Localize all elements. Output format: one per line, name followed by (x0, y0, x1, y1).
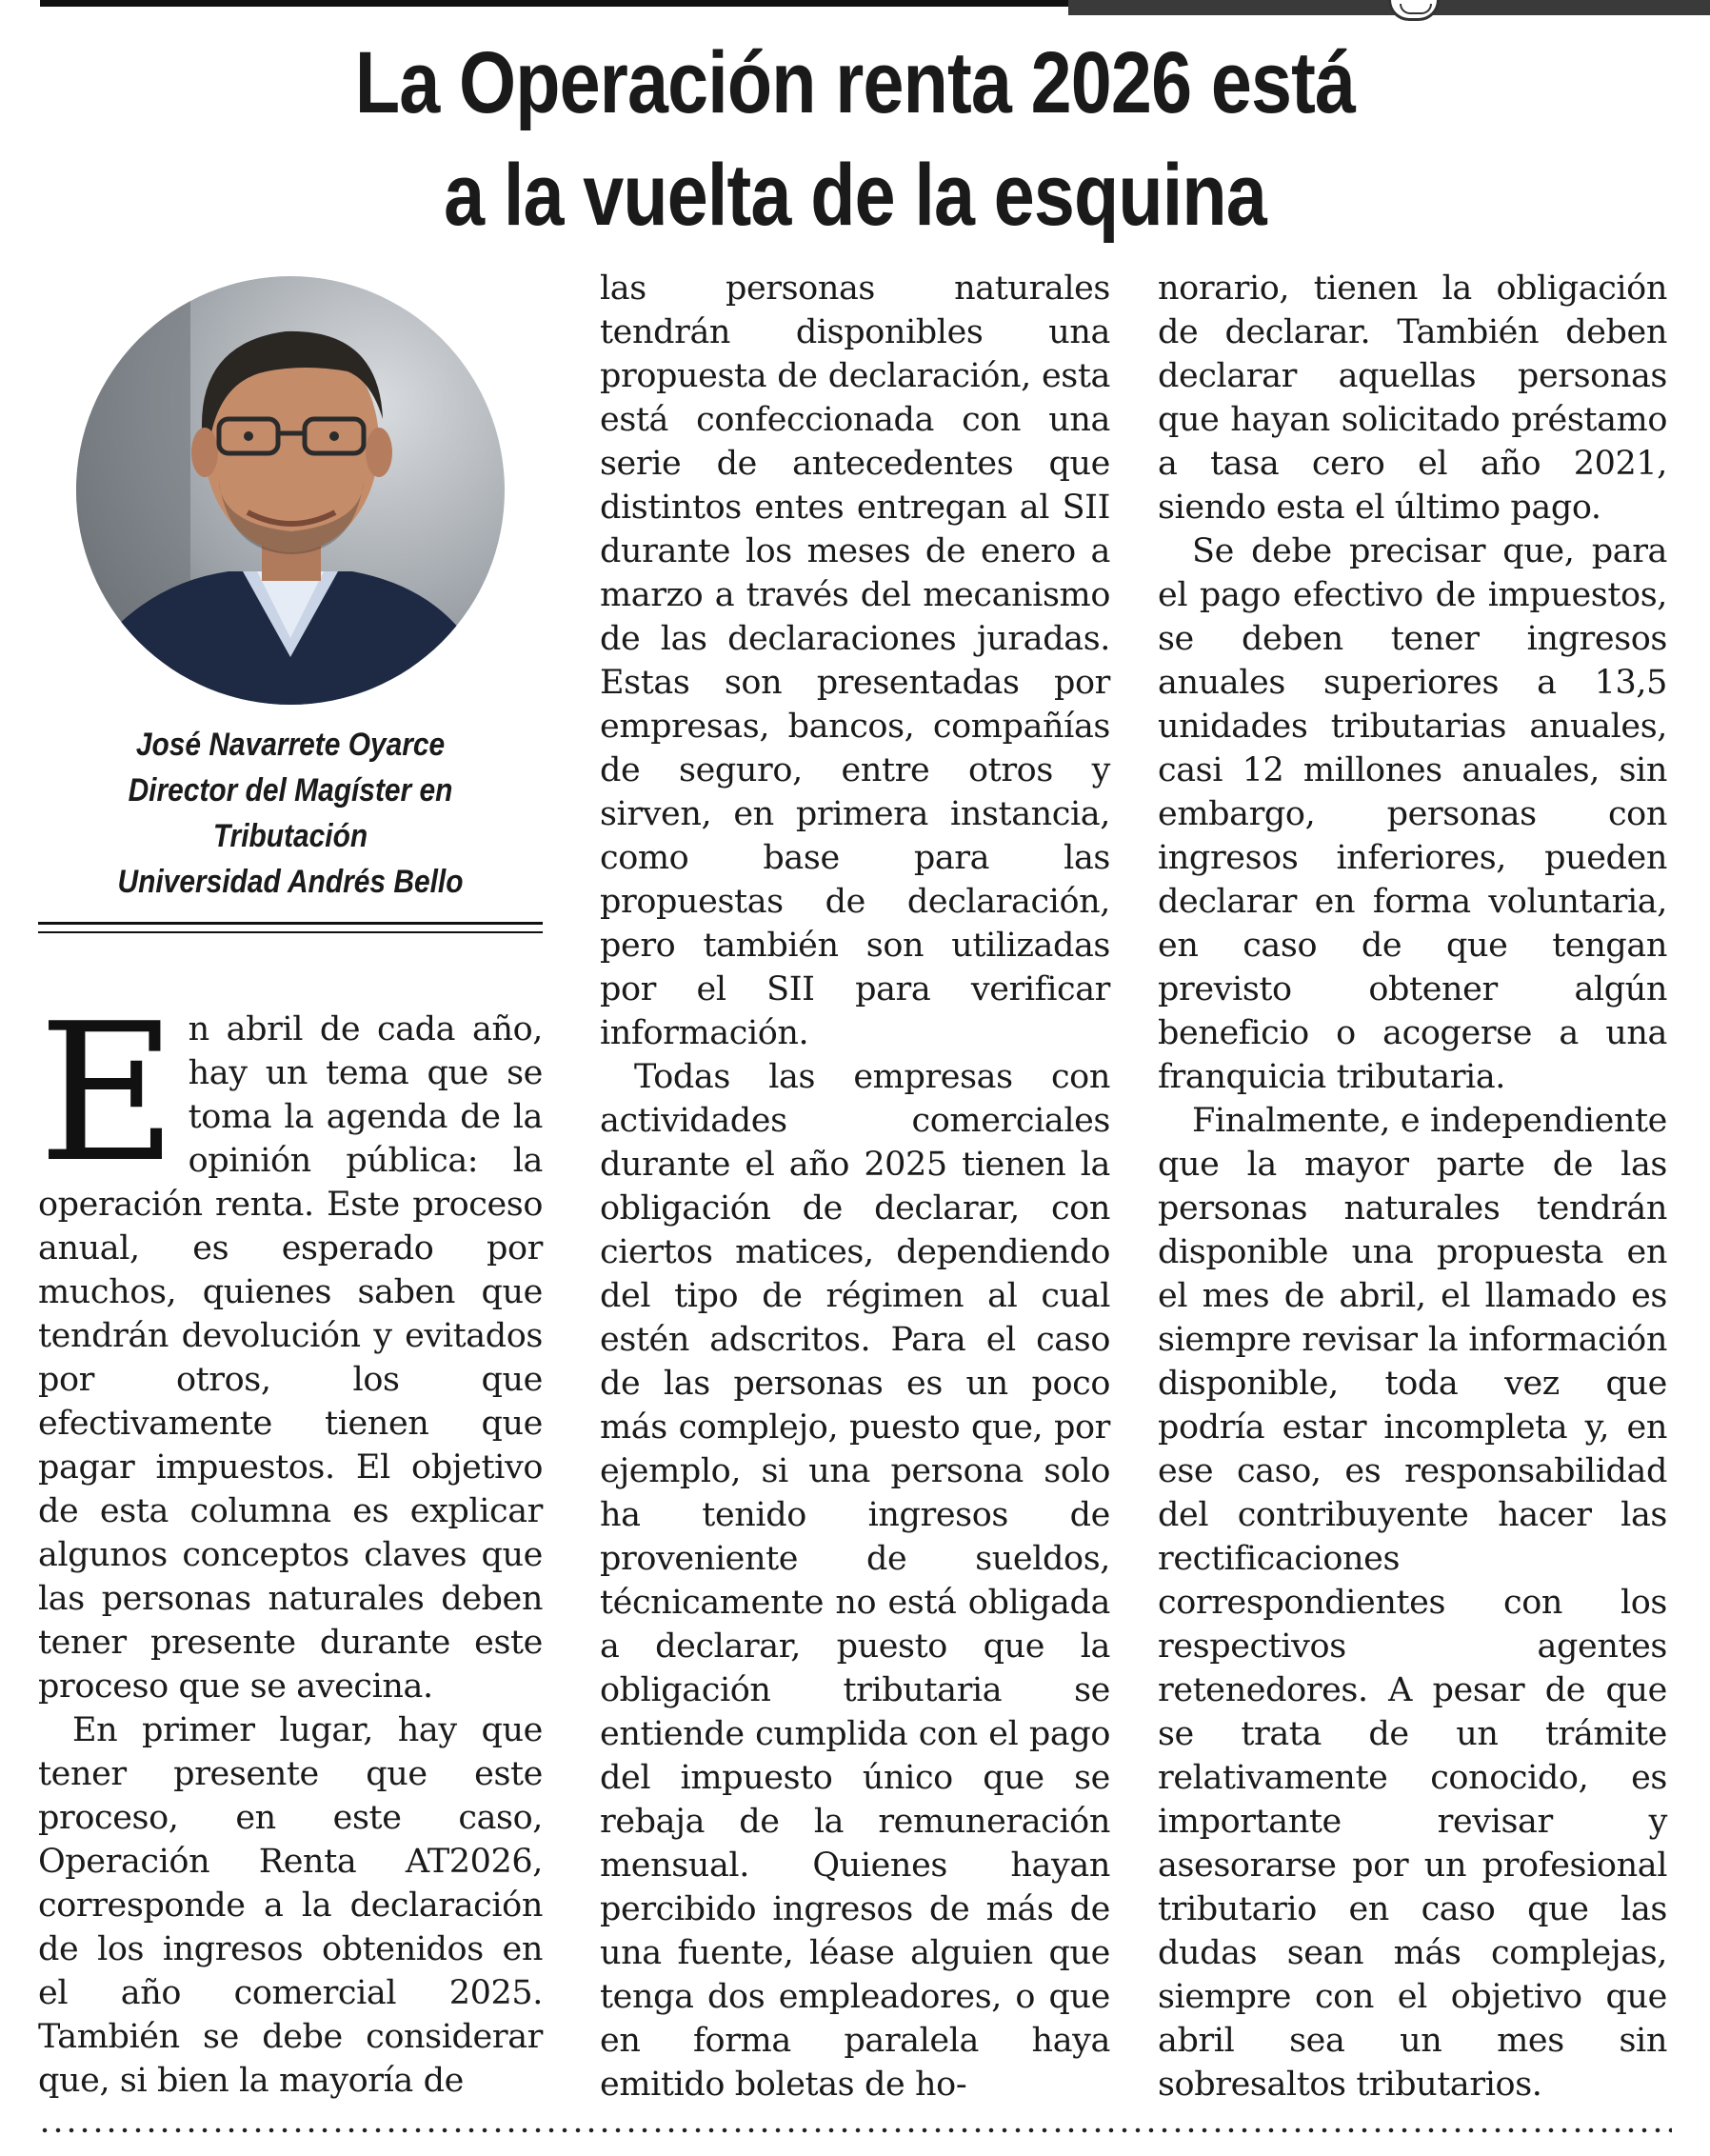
paragraph-3-part-2: norario, tienen la obligación de declarar. También deben declarar aquellas personas que hayan solicitado préstamo a tasa cero el año 2021, siendo esta el último pago. (1158, 270, 1667, 527)
author-role-line-2: Tributación (212, 818, 368, 854)
paragraph-2-part-1: En primer lugar, hay que tener presente que este proceso, en este caso, Operación Renta AT2026, corresponde a la declaración de los ingresos obtenidos en el año comercial 2025. También se debe considerar que, si bien la mayoría de (38, 1711, 543, 2100)
paragraph-1: n abril de cada año, hay un tema que se toma la agenda de la opinión pública: la operación renta. Este proceso anual, es esperado por muchos, quienes saben que tendrán devolución y evitados por otros, los que efectivamente tienen que pagar impuestos. El objetivo de esta columna es explicar algunos conceptos claves que las personas naturales deben tener presente durante este proceso que se avecina. (38, 1010, 543, 1706)
header-rule (40, 0, 1068, 7)
text-column-1 (38, 983, 543, 2103)
author-name: José Navarrete Oyarce (135, 727, 446, 763)
byline-rule-bottom (38, 931, 543, 933)
text-column-2 (600, 267, 1110, 2106)
title-line-2: a la vuelta de la esquina (444, 147, 1266, 244)
drop-cap: E (38, 983, 177, 1205)
author-photo (76, 276, 505, 705)
author-byline (38, 722, 543, 905)
paragraph-3-part-1: Todas las empresas con actividades comerciales durante el año 2025 tienen la obligación de declarar, con ciertos matices, dependiendo del tipo de régimen al cual estén adscritos. Para el caso de las personas es un poco más complejo, puesto que, por ejemplo, si una persona solo ha tenido ingresos de proveniente de sueldos, técnicamente no está obligada a declarar, puesto que la obligación tributaria se entiende cumplida con el pago del impuesto único que se rebaja de la remuneración mensual. Quienes hayan percibido ingresos de más de una fuente, léase alguien que tenga dos empleadores, o que en forma paralela haya emitido boletas de ho- (600, 1058, 1110, 2104)
newspaper-logo-icon (1388, 0, 1440, 21)
paragraph-5: Finalmente, e independiente que la mayor parte de las personas naturales tendrán disponible una propuesta en el mes de abril, el llamado es siempre revisar la información disponible, toda vez que podría estar incompleta y, en ese caso, es responsabilidad del contribuyente hacer las rectificaciones correspondientes con los respectivos agentes retenedores. A pesar de que se trata de un trámite relativamente conocido, es importante revisar y asesorarse por un profesional tributario en caso que las dudas sean más complejas, siempre con el objetivo que abril sea un mes sin sobresaltos tributarios. (1158, 1102, 1667, 2104)
author-role-line-1: Director del Magíster en (128, 772, 453, 808)
author-institution: Universidad Andrés Bello (117, 864, 464, 900)
byline-rule-top (38, 922, 543, 925)
article-title (137, 27, 1574, 251)
title-line-1: La Operación renta 2026 está (354, 34, 1356, 131)
paragraph-4: Se debe precisar que, para el pago efectivo de impuestos, se deben tener ingresos anuales superiores a 13,5 unidades tributarias anuales, casi 12 millones anuales, sin embargo, personas con ingresos inferiores, pueden declarar en forma voluntaria, en caso de que tengan previsto obtener algún beneficio o acogerse a una franquicia tributaria. (1158, 532, 1667, 1096)
text-column-3 (1158, 267, 1667, 2106)
paragraph-2-part-2: las personas naturales tendrán disponibles una propuesta de declaración, esta está confeccionada con una serie de antecedentes que distintos entes entregan al SII durante los meses de enero a marzo a través del mecanismo de las declaraciones juradas. Estas son presentadas por empresas, bancos, compañías de seguro, entre otros y sirven, en primera instancia, como base para las propuestas de declaración, pero también son utilizadas por el SII para verificar información. (600, 270, 1110, 1052)
footer-dotted-rule (38, 2127, 1672, 2133)
